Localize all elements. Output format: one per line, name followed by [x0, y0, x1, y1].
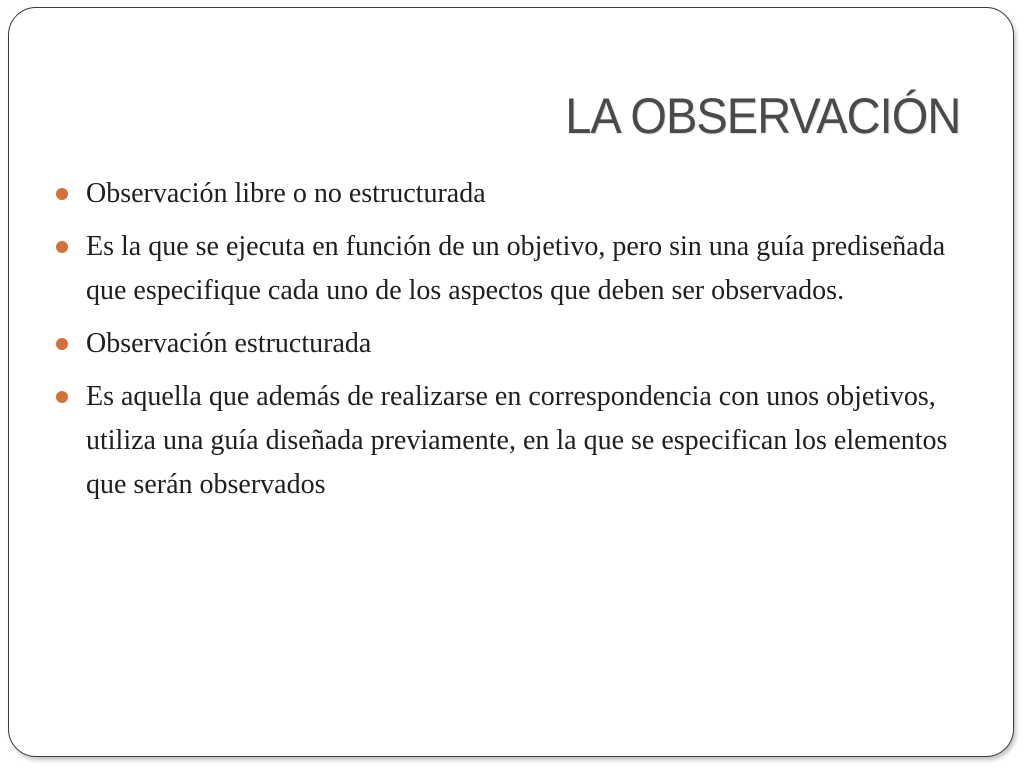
bullet-text: Es la que se ejecuta en función de un objetivo, pero sin una guía prediseñada que especifique cada uno de los aspectos que deben ser observados. — [86, 231, 946, 306]
list-item — [52, 172, 957, 216]
list-item — [52, 225, 957, 313]
bullet-text: Observación estructurada — [86, 328, 372, 359]
bullet-dot-icon — [56, 188, 68, 200]
slide-title: LA OBSERVACIÓN — [564, 88, 960, 144]
bullet-dot-icon — [56, 391, 68, 403]
bullet-text: Es aquella que además de realizarse en correspondencia con unos objetivos, utiliza una guía diseñada previamente, en la que se especifican los elementos que serán observados — [86, 381, 948, 500]
bullet-dot-icon — [56, 338, 68, 350]
bullet-dot-icon — [56, 241, 68, 253]
bullet-text: Observación libre o no estructurada — [86, 178, 486, 209]
list-item — [52, 375, 957, 507]
bullet-list — [52, 172, 957, 516]
list-item — [52, 322, 957, 366]
